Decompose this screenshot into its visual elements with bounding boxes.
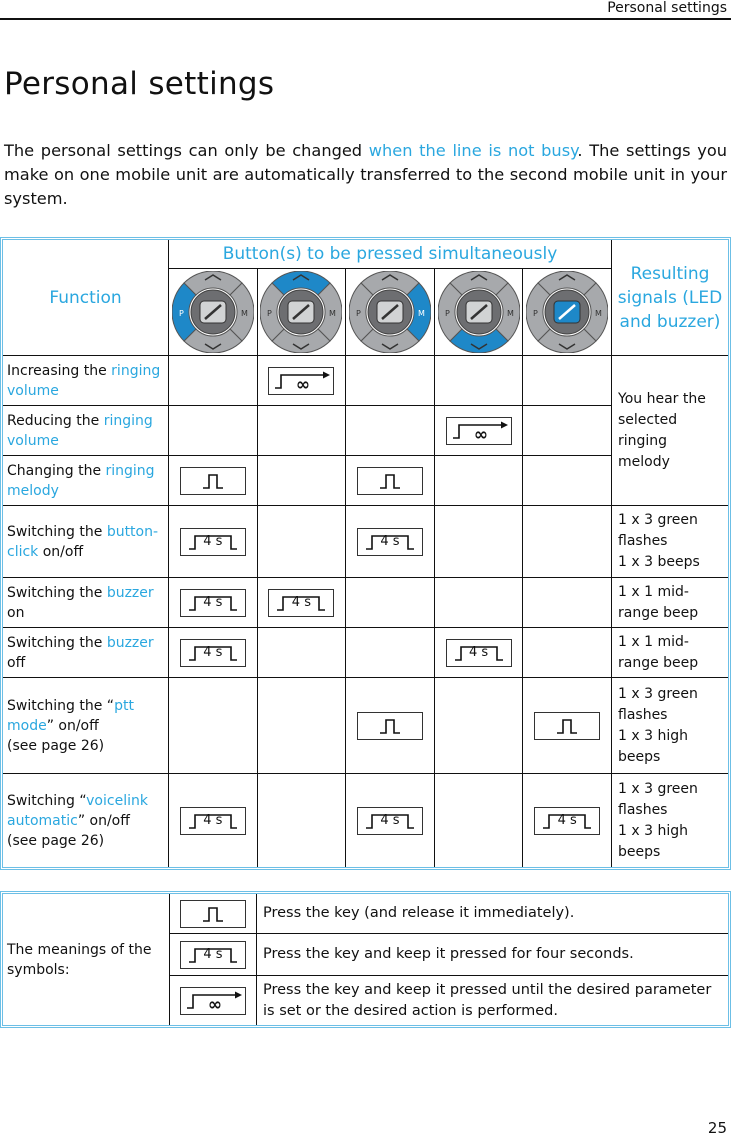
signal-text: 1 x 1 mid-range beep [618,583,699,621]
press-and-hold-icon [446,417,512,445]
page-title: Personal settings [4,66,275,102]
symbol-cell [346,774,435,868]
button-image-cell [523,269,612,356]
signal-cell [612,578,729,628]
four-second-press-icon [534,807,600,835]
table-row [3,774,729,868]
short-press-icon [357,712,423,740]
function-hl: voicelink automatic [7,792,148,829]
empty-cell [523,506,612,578]
svg-text:M: M [240,309,248,318]
function-hl: button-click [7,523,159,560]
four-second-press-icon [446,639,512,667]
empty-cell [434,356,523,406]
function-pre: Reducing the [7,412,104,429]
function-pre: Changing the [7,462,106,479]
intro-text-1: The personal settings can only be changed [4,141,369,160]
function-hl: ptt mode [7,697,134,734]
function-cell [3,678,169,774]
empty-cell [434,578,523,628]
function-pre: Switching the “ [7,697,115,714]
legend-text: Press the key and keep it pressed until the desired parameter is set or the desired action is performed. [257,976,729,1026]
symbol-cell [170,894,257,934]
table-row [3,578,729,628]
signal-cell [612,628,729,678]
empty-cell [257,678,346,774]
short-press-icon [180,467,246,495]
button-image-cell [169,269,258,356]
empty-cell [257,506,346,578]
symbol-cell [257,578,346,628]
function-post: ” on/off (see page 26) [7,717,105,754]
empty-cell [434,506,523,578]
four-second-press-icon [357,807,423,835]
function-hl: ringing melody [7,462,155,499]
page-number: 25 [707,1119,727,1137]
empty-cell [257,628,346,678]
empty-cell [523,356,612,406]
four-seconds-label: 4 s [380,533,400,549]
empty-cell [523,406,612,456]
four-second-press-icon [180,941,246,969]
empty-cell [257,406,346,456]
function-post: on [7,604,25,621]
function-pre: Switching the [7,584,107,601]
short-press-icon [180,900,246,928]
symbol-cell [346,678,435,774]
symbol-cell [434,406,523,456]
function-cell [3,356,169,406]
function-cell [3,406,169,456]
svg-text:P: P [533,309,539,318]
four-second-press-icon [268,589,334,617]
legend-label: The meanings of the symbols: [3,894,170,1026]
svg-text:∞: ∞ [207,994,223,1014]
svg-text:M: M [329,309,337,318]
symbol-cell [170,934,257,976]
four-seconds-label: 4 s [203,644,223,660]
empty-cell [169,678,258,774]
symbol-cell [169,774,258,868]
symbol-cell [434,628,523,678]
empty-cell [346,628,435,678]
function-hl: ringing volume [7,412,153,449]
four-seconds-label: 4 s [203,533,223,549]
symbol-cell [346,456,435,506]
four-seconds-label: 4 s [291,594,311,610]
symbol-cell [169,506,258,578]
signal-cell [612,506,729,578]
header-rule [0,18,731,20]
function-pre: Switching the [7,634,107,651]
signal-cell [612,678,729,774]
press-and-hold-icon [180,987,246,1015]
rocker-button-up-icon [258,271,346,353]
legend-text: Press the key and keep it pressed for four seconds. [257,934,729,976]
short-press-icon [357,467,423,495]
four-second-press-icon [180,639,246,667]
symbol-cell [169,628,258,678]
four-seconds-label: 4 s [380,812,400,828]
function-cell [3,628,169,678]
four-seconds-label: 4 s [203,812,223,828]
rocker-button-down-icon [435,271,523,353]
signal-text: 1 x 1 mid-range beep [618,633,699,671]
rocker-button-center-icon [523,271,611,353]
function-pre: Switching “ [7,792,87,809]
svg-text:∞: ∞ [296,374,311,394]
four-second-press-icon [180,528,246,556]
intro-text-2: . The settings you make on one mobile unit are automatically transferred to the second mobile unit in your system. [4,141,728,208]
empty-cell [169,406,258,456]
empty-cell [523,456,612,506]
empty-cell [346,406,435,456]
column-header-result: Resulting signals (LED and buzzer) [612,240,729,356]
rocker-button-p-icon [169,271,257,353]
table-row [3,628,729,678]
symbol-cell [170,976,257,1026]
function-cell [3,506,169,578]
symbol-cell [346,506,435,578]
function-post: off [7,654,26,671]
rocker-button-m-icon [346,271,434,353]
signal-text: 1 x 3 green flashes 1 x 3 beeps [618,512,700,570]
function-hl: buzzer [106,634,154,651]
empty-cell [523,628,612,678]
short-press-icon [534,712,600,740]
function-pre: Increasing the [7,362,112,379]
signal-text: You hear the selected ringing melody [618,390,706,470]
empty-cell [523,578,612,628]
table-row [3,678,729,774]
svg-text:∞: ∞ [473,424,488,444]
legend-text: Press the key (and release it immediately). [257,894,729,934]
column-header-buttons: Button(s) to be pressed simultaneously [169,240,612,269]
symbol-cell [257,356,346,406]
svg-text:M: M [595,309,603,318]
table-row [3,356,729,406]
function-hl: ringing volume [7,362,161,399]
function-post: on/off [38,543,84,560]
function-cell [3,456,169,506]
button-image-cell [257,269,346,356]
running-header: Personal settings [607,0,727,16]
settings-table [2,239,729,868]
empty-cell [346,356,435,406]
function-hl: buzzer [106,584,154,601]
svg-text:P: P [178,309,184,318]
four-second-press-icon [180,589,246,617]
table-row [3,506,729,578]
four-seconds-label: 4 s [203,594,223,610]
legend-table [2,893,729,1026]
four-second-press-icon [357,528,423,556]
function-post: ” on/off (see page 26) [7,812,130,849]
signal-cell [612,774,729,868]
symbol-cell [169,456,258,506]
empty-cell [434,678,523,774]
svg-text:P: P [444,309,450,318]
svg-text:P: P [267,309,273,318]
four-second-press-icon [180,807,246,835]
symbol-cell [169,578,258,628]
four-seconds-label: 4 s [203,946,223,962]
signal-cell [612,356,729,506]
empty-cell [434,456,523,506]
function-cell [3,578,169,628]
empty-cell [257,456,346,506]
signal-text: 1 x 3 green flashes 1 x 3 high beeps [618,780,698,860]
empty-cell [346,578,435,628]
symbol-cell [523,678,612,774]
svg-text:P: P [355,309,361,318]
four-seconds-label: 4 s [468,644,489,660]
press-and-hold-icon [268,367,334,395]
function-cell [3,774,169,868]
button-image-cell [434,269,523,356]
legend-row [3,894,729,934]
svg-text:M: M [417,309,425,318]
svg-text:M: M [506,309,514,318]
button-image-cell [346,269,435,356]
empty-cell [257,774,346,868]
column-header-function: Function [3,240,169,356]
intro-paragraph [4,139,727,211]
empty-cell [434,774,523,868]
four-seconds-label: 4 s [557,812,577,828]
function-pre: Switching the [7,523,107,540]
empty-cell [169,356,258,406]
intro-highlight: when the line is not busy [368,141,578,160]
symbol-cell [523,774,612,868]
signal-text: 1 x 3 green flashes 1 x 3 high beeps [618,685,698,765]
